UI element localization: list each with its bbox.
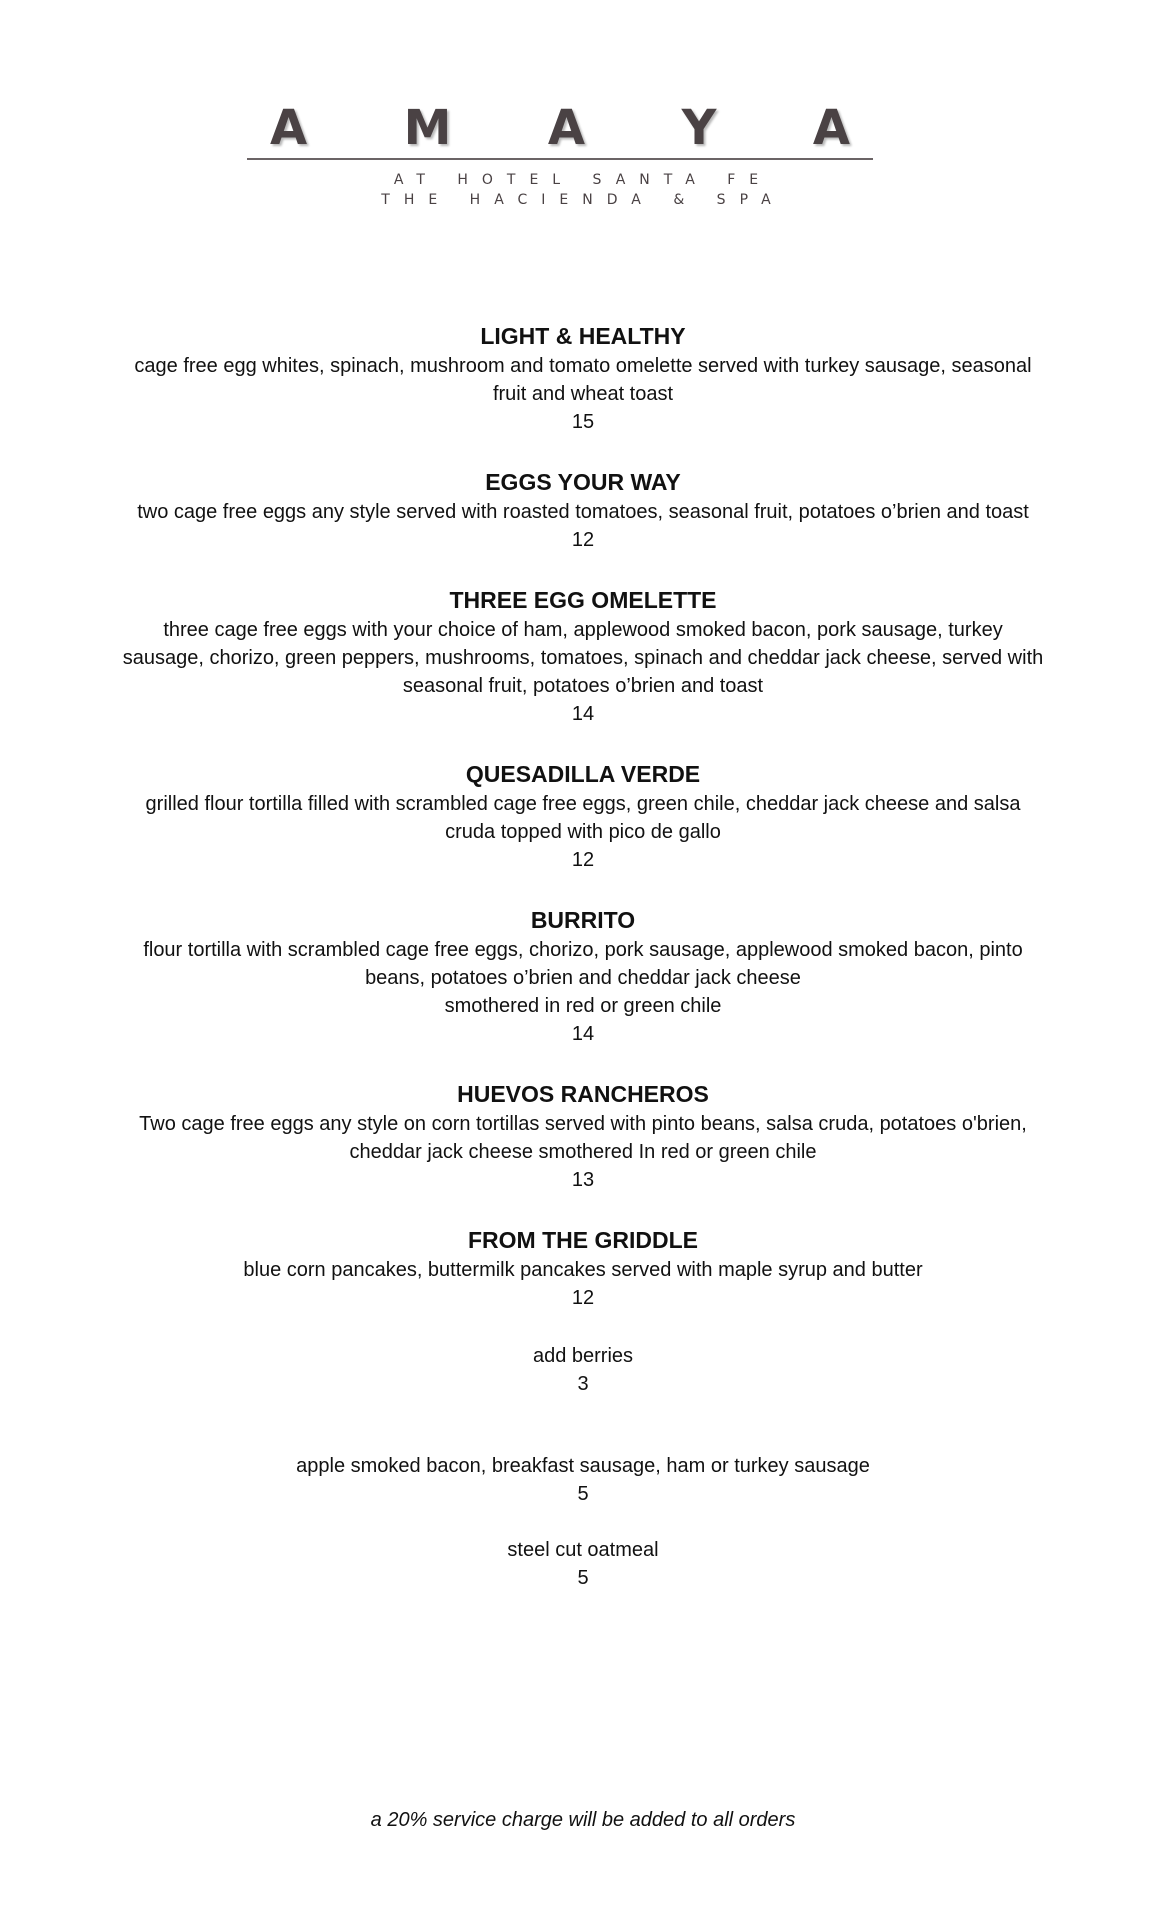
- menu-item-three-egg-omelette: [120, 584, 1046, 728]
- logo-letter: A: [812, 100, 850, 156]
- menu-item-description: two cage free eggs any style served with roasted tomatoes, seasonal fruit, potatoes o’brien and toast: [137, 501, 1029, 523]
- logo-letter: Y: [681, 100, 717, 156]
- menu-item-title: BURRITO: [530, 907, 636, 933]
- extra-price: 5: [577, 1483, 589, 1505]
- menu-item-price: 14: [571, 1023, 595, 1045]
- menu-item-burrito: [120, 904, 1046, 1048]
- extra-price: 5: [577, 1567, 589, 1589]
- service-charge-note: a 20% service charge will be added to all orders: [370, 1809, 796, 1831]
- extra-steel-cut-oatmeal: [120, 1536, 1046, 1592]
- menu-item-title: HUEVOS RANCHEROS: [457, 1081, 709, 1107]
- menu-item-price: 12: [571, 1287, 595, 1309]
- extra-add-berries: [120, 1342, 1046, 1398]
- breakfast-menu: [120, 320, 1046, 1620]
- logo-letter: M: [403, 100, 452, 156]
- logo-letter: A: [547, 100, 586, 156]
- menu-item-huevos-rancheros: [120, 1078, 1046, 1194]
- menu-item-description: grilled flour tortilla filled with scrambled cage free eggs, green chile, cheddar jack cheese and salsa cruda topped with pico de gallo: [145, 793, 1021, 843]
- logo-letter: A: [270, 100, 308, 156]
- extra-breakfast-meats: [120, 1452, 1046, 1508]
- extra-text: apple smoked bacon, breakfast sausage, ham or turkey sausage: [296, 1455, 870, 1477]
- menu-item-from-the-griddle: [120, 1224, 1046, 1312]
- menu-item-quesadilla-verde: [120, 758, 1046, 874]
- extra-text: add berries: [532, 1345, 634, 1367]
- menu-item-description-extra: smothered in red or green chile: [444, 995, 722, 1017]
- menu-item-eggs-your-way: [120, 466, 1046, 554]
- menu-item-price: 14: [571, 703, 595, 725]
- menu-item-title: LIGHT & HEALTHY: [480, 323, 686, 349]
- extra-text: steel cut oatmeal: [507, 1539, 659, 1561]
- logo-subtitle-hacienda: THE HACIENDA & SPA: [381, 192, 785, 208]
- logo-wordmark: [270, 100, 850, 156]
- menu-item-price: 15: [571, 411, 595, 433]
- extra-price: 3: [577, 1373, 589, 1395]
- menu-item-price: 13: [571, 1169, 595, 1191]
- menu-item-description: three cage free eggs with your choice of ham, applewood smoked bacon, pork sausage, turkey sausage, chorizo, green peppers, mushrooms, tomatoes, spinach and cheddar jack cheese, served with seasonal fruit, potatoes o’brien and toast: [122, 619, 1044, 697]
- menu-item-description: Two cage free eggs any style on corn tortillas served with pinto beans, salsa cruda, potatoes o'brien, cheddar jack cheese smothered In red or green chile: [139, 1113, 1027, 1163]
- menu-item-title: FROM THE GRIDDLE: [468, 1227, 698, 1253]
- menu-item-price: 12: [571, 529, 595, 551]
- menu-item-description: cage free egg whites, spinach, mushroom and tomato omelette served with turkey sausage, seasonal fruit and wheat toast: [134, 355, 1032, 405]
- logo-subtitle-hotel: AT HOTEL SANTA FE: [393, 172, 773, 188]
- menu-item-title: QUESADILLA VERDE: [465, 761, 701, 787]
- menu-item-description: blue corn pancakes, buttermilk pancakes served with maple syrup and butter: [243, 1259, 923, 1281]
- menu-item-description: flour tortilla with scrambled cage free eggs, chorizo, pork sausage, applewood smoked bacon, pinto beans, potatoes o’brien and cheddar jack cheese: [143, 939, 1023, 989]
- menu-item-light-healthy: [120, 320, 1046, 436]
- menu-item-title: EGGS YOUR WAY: [485, 469, 681, 495]
- amaya-logo: [0, 100, 1166, 220]
- menu-item-title: THREE EGG OMELETTE: [449, 587, 717, 613]
- logo-divider: [247, 158, 873, 160]
- menu-item-price: 12: [571, 849, 595, 871]
